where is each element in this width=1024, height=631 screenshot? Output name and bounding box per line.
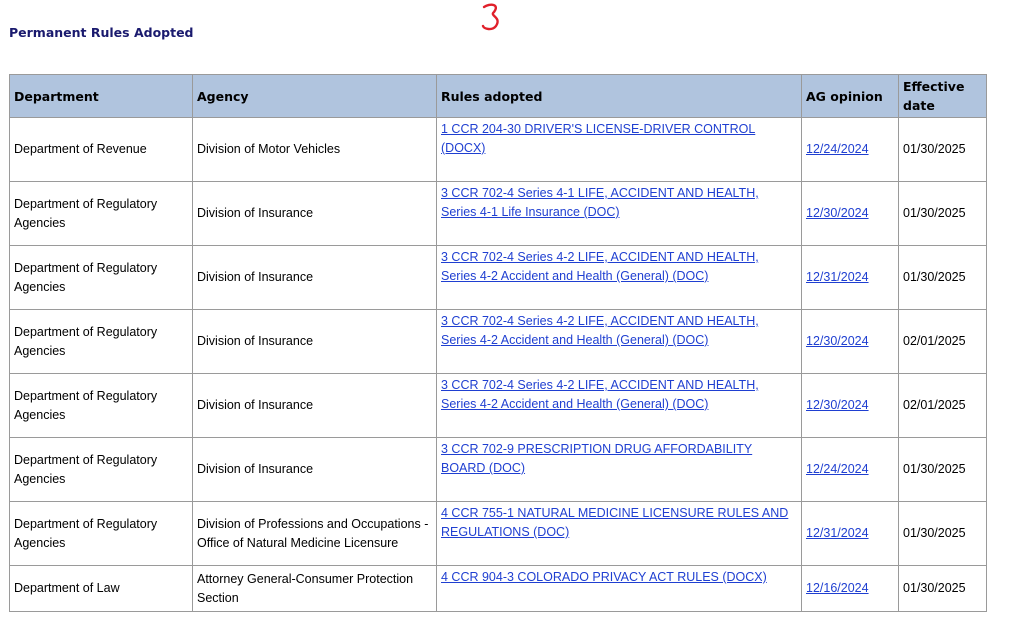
agency-cell: Division of Insurance [193,310,437,374]
rule-cell [437,246,802,310]
effective-date-cell: 02/01/2025 [899,374,987,438]
table-row [10,502,987,566]
rule-link[interactable]: 3 CCR 702-4 Series 4-1 LIFE, ACCIDENT AND HEALTH, Series 4-1 Life Insurance (DOC) [441,186,759,219]
ag-opinion-link[interactable]: 12/24/2024 [806,462,869,476]
rule-cell [437,566,802,612]
ag-opinion-cell [802,566,899,612]
department-cell: Department of Regulatory Agencies [10,438,193,502]
rule-link[interactable]: 3 CCR 702-4 Series 4-2 LIFE, ACCIDENT AND HEALTH, Series 4-2 Accident and Health (General) (DOC) [441,314,759,347]
effective-date-cell: 02/01/2025 [899,310,987,374]
agency-cell: Division of Insurance [193,182,437,246]
department-cell: Department of Regulatory Agencies [10,374,193,438]
table-header-row [10,75,987,118]
rule-cell [437,438,802,502]
ag-opinion-link[interactable]: 12/30/2024 [806,206,869,220]
effective-date-cell: 01/30/2025 [899,502,987,566]
ag-opinion-link[interactable]: 12/30/2024 [806,334,869,348]
header-rules-adopted: Rules adopted [437,75,802,118]
ag-opinion-cell [802,374,899,438]
page-title: Permanent Rules Adopted [9,25,194,40]
rule-link[interactable]: 3 CCR 702-9 PRESCRIPTION DRUG AFFORDABILITY BOARD (DOC) [441,442,753,475]
table-row [10,374,987,438]
ag-opinion-cell [802,438,899,502]
ag-opinion-link[interactable]: 12/31/2024 [806,526,869,540]
rule-link[interactable]: 3 CCR 702-4 Series 4-2 LIFE, ACCIDENT AND HEALTH, Series 4-2 Accident and Health (General) (DOC) [441,250,759,283]
department-cell: Department of Regulatory Agencies [10,182,193,246]
ag-opinion-cell [802,118,899,182]
agency-cell: Division of Insurance [193,246,437,310]
table-row [10,438,987,502]
rules-table [9,74,987,612]
table-row [10,118,987,182]
effective-date-cell: 01/30/2025 [899,438,987,502]
ag-opinion-link[interactable]: 12/24/2024 [806,142,869,156]
agency-cell: Attorney General-Consumer Protection Section [193,566,437,612]
effective-date-cell: 01/30/2025 [899,246,987,310]
effective-date-cell: 01/30/2025 [899,566,987,612]
header-agency: Agency [193,75,437,118]
agency-cell: Division of Insurance [193,438,437,502]
ag-opinion-link[interactable]: 12/16/2024 [806,581,869,595]
handwritten-3-annotation [480,2,504,32]
agency-cell: Division of Insurance [193,374,437,438]
rule-cell [437,374,802,438]
rule-cell [437,118,802,182]
ag-opinion-cell [802,246,899,310]
department-cell: Department of Regulatory Agencies [10,502,193,566]
ag-opinion-cell [802,502,899,566]
rule-link[interactable]: 4 CCR 755-1 NATURAL MEDICINE LICENSURE RULES AND REGULATIONS (DOC) [441,506,789,539]
agency-cell: Division of Professions and Occupations - Office of Natural Medicine Licensure [193,502,437,566]
ag-opinion-cell [802,182,899,246]
agency-cell: Division of Motor Vehicles [193,118,437,182]
header-department: Department [10,75,193,118]
rule-link[interactable]: 1 CCR 204-30 DRIVER'S LICENSE-DRIVER CONTROL (DOCX) [441,122,756,155]
rule-cell [437,502,802,566]
table-row [10,566,987,612]
table-row [10,246,987,310]
rule-link[interactable]: 4 CCR 904-3 COLORADO PRIVACY ACT RULES (DOCX) [441,570,767,584]
effective-date-cell: 01/30/2025 [899,118,987,182]
department-cell: Department of Law [10,566,193,612]
department-cell: Department of Revenue [10,118,193,182]
rule-cell [437,182,802,246]
rule-link[interactable]: 3 CCR 702-4 Series 4-2 LIFE, ACCIDENT AND HEALTH, Series 4-2 Accident and Health (General) (DOC) [441,378,759,411]
ag-opinion-cell [802,310,899,374]
department-cell: Department of Regulatory Agencies [10,246,193,310]
ag-opinion-link[interactable]: 12/30/2024 [806,398,869,412]
effective-date-cell: 01/30/2025 [899,182,987,246]
rule-cell [437,310,802,374]
ag-opinion-link[interactable]: 12/31/2024 [806,270,869,284]
department-cell: Department of Regulatory Agencies [10,310,193,374]
header-ag-opinion: AG opinion [802,75,899,118]
table-row [10,310,987,374]
table-row [10,182,987,246]
header-effective-date: Effective date [899,75,987,118]
